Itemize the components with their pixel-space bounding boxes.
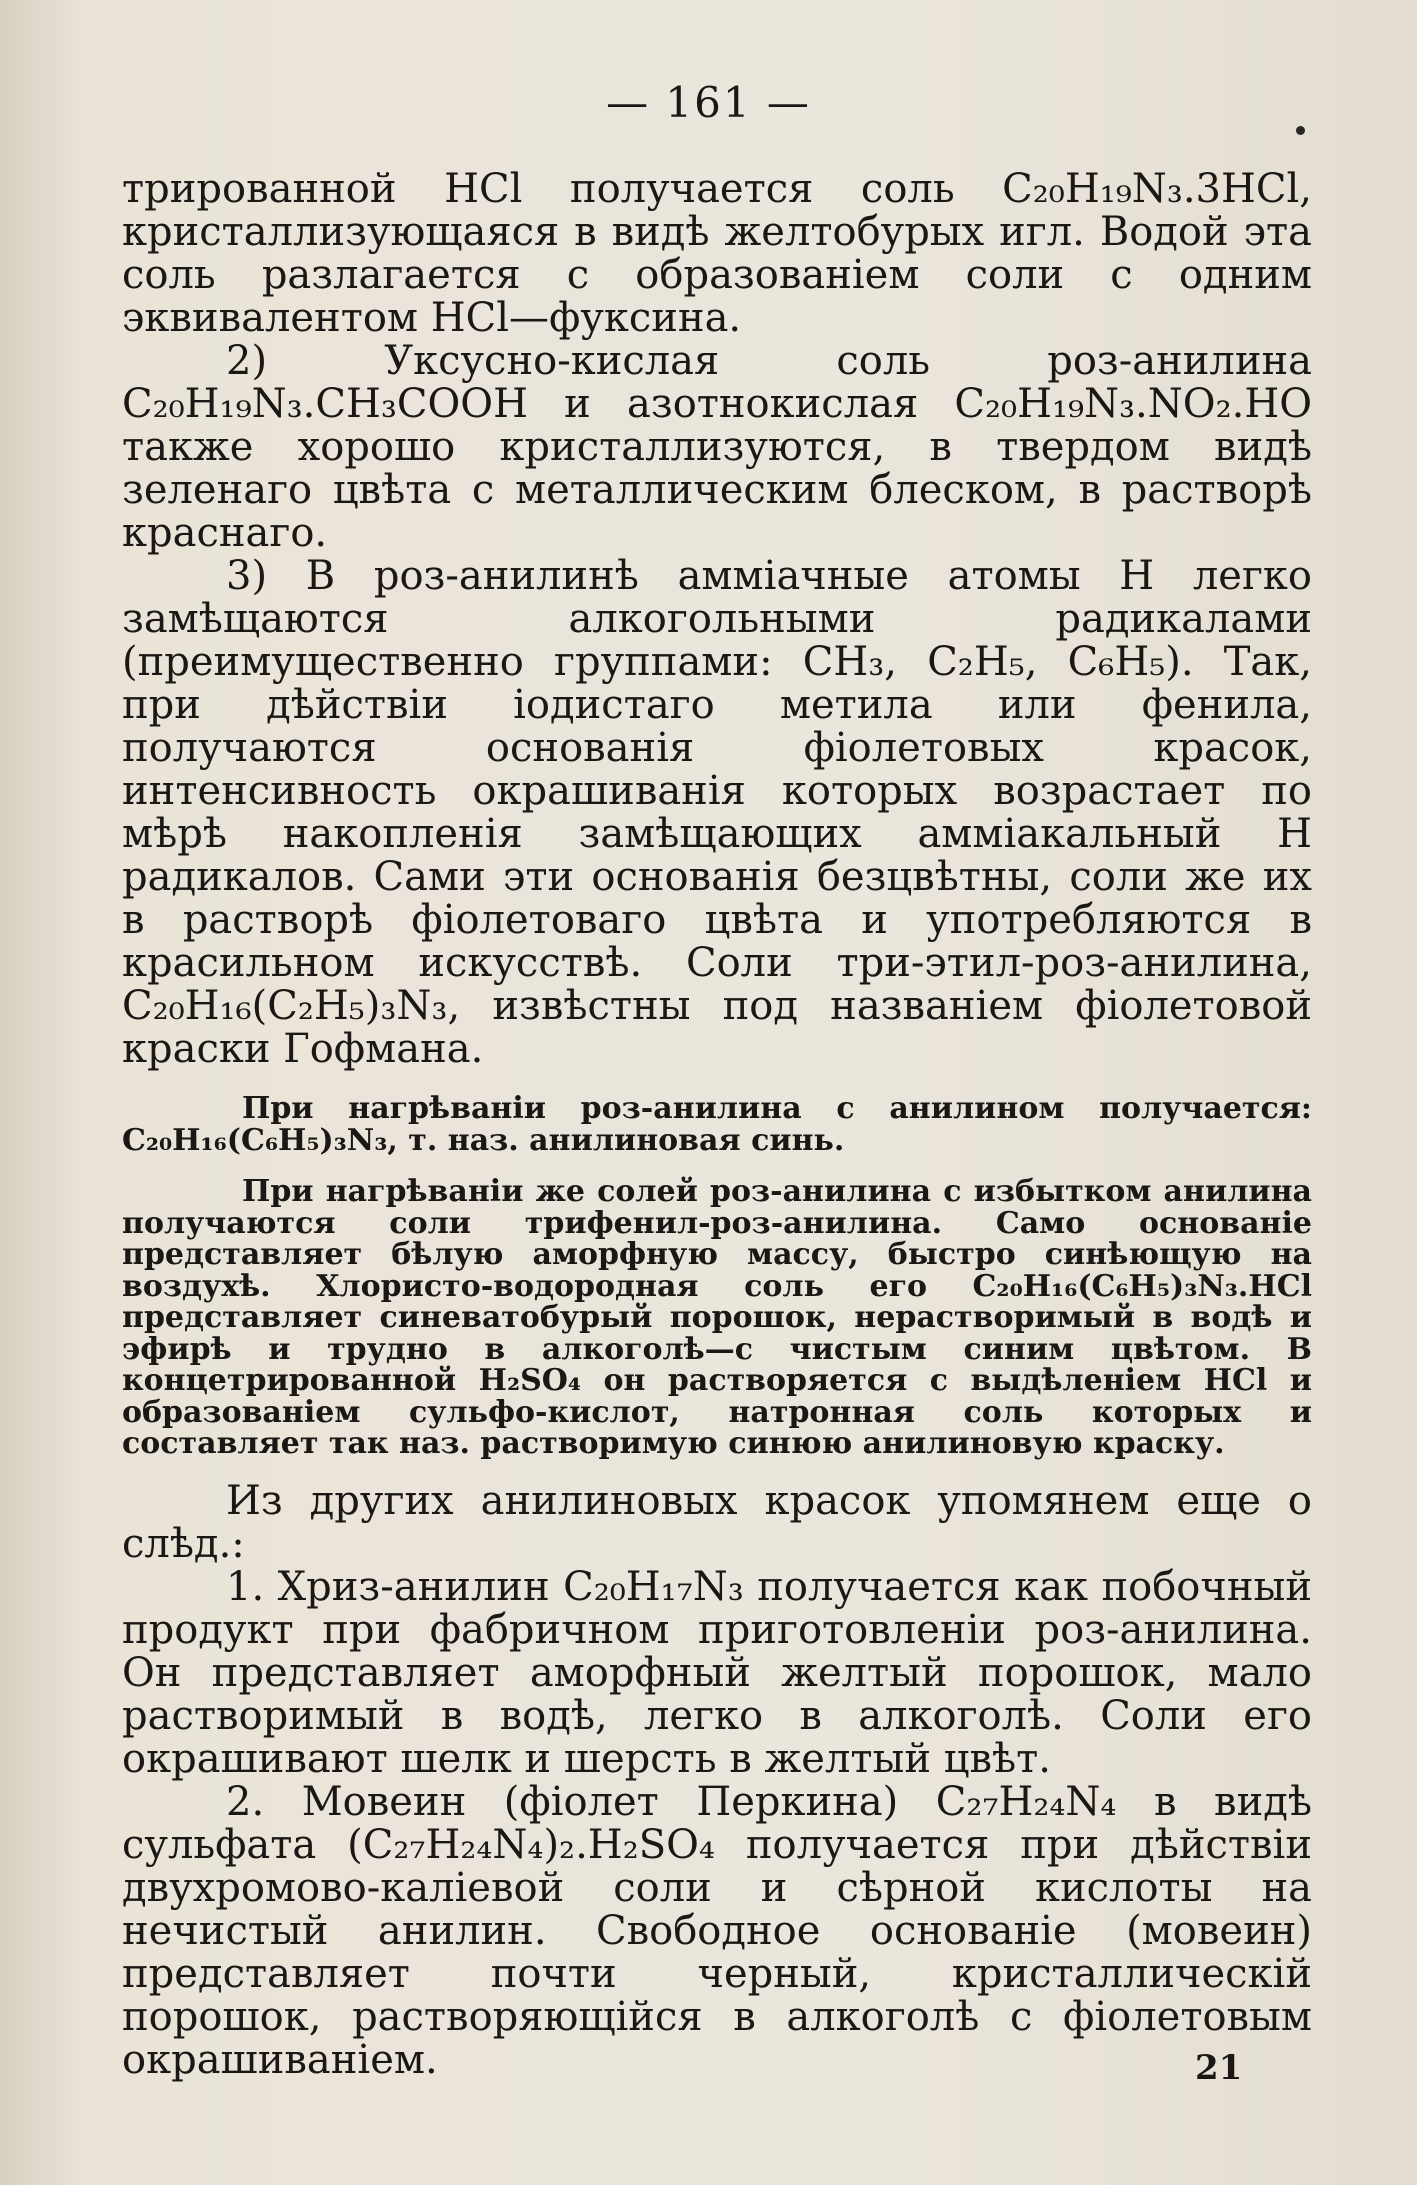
paragraph-acetate-nitrate: 2) Уксусно-кислая соль роз-анилина C₂₀H₁₉N₃.CH₃COOH и азотнокислая C₂₀H₁₉N₃.NO₂.HO также хорошо кристаллизуются, в твердом видѣ зеленаго цвѣта с металлическим блеском, в растворѣ краснаго.: [122, 338, 1312, 556]
note-triphenyl-rosaniline: При нагрѣванiи же солей роз-анилина с избытком анилина получаются соли трифенил-роз-анилина. Само основанiе представляет бѣлую аморфную массу, быстро синѣющую на воздухѣ. Хлористо-водородная соль его C₂₀H₁₆(C₆H₅)₃N₃.HCl представляет синеватобурый порошок, нерастворимый в водѣ и эфирѣ и трудно в алкоголѣ—с чистым синим цвѣтом. В концетрированной H₂SO₄ он растворяется с выдѣленiем HCl и образованiем сульфо-кислот, натронная соль которых и составляет так наз. растворимую синюю анилиновую краску.: [122, 1174, 1312, 1461]
paragraph-alkyl-substitution: 3) В роз-анилинѣ аммiачные атомы H легко замѣщаются алкогольными радикалами (преимущественно группами: CH₃, C₂H₅, C₆H₅). Так, при дѣйствiи iодистаго метила или фенила, получаются основанiя фiолетовых красок, интенсивность окрашиванiя которых возрастает по мѣрѣ накопленiя замѣщающих аммiакальный H радикалов. Сами эти основанiя безцвѣтны, соли же их в растворѣ фiолетоваго цвѣта и употребляются в красильном искусствѣ. Соли три-этил-роз-анилина, C₂₀H₁₆(C₂H₅)₃N₃, извѣстны под названiем фiолетовой краски Гофмана.: [122, 553, 1312, 1072]
signature-mark: 21: [1195, 2048, 1243, 2088]
page-header: — 161 —: [606, 78, 811, 127]
paragraph-continuation: трированной HCl получается соль C₂₀H₁₉N₃.3HCl, кристаллизующаяся в видѣ желтобурых игл. Водой эта соль разлагается с образованіем соли с одним эквивалентом HCl—фуксина.: [122, 166, 1312, 341]
note-aniline-blue: При нагрѣванiи роз-анилина с анилином получается: C₂₀H₁₆(C₆H₅)₃N₃, т. наз. анилиновая синь.: [122, 1091, 1312, 1158]
page-body: [122, 168, 1312, 2082]
paragraph-mauveine: 2. Мовеин (фiолет Перкина) C₂₇H₂₄N₄ в видѣ сульфата (C₂₇H₂₄N₄)₂.H₂SO₄ получается при дѣйствiи двухромово-калiевой соли и сѣрной кислоты на нечистый анилин. Свободное основанiе (мовеин) представляет почти черный, кристаллическiй порошок, растворяющiйся в алкоголѣ с фiолетовым окрашиванiем.: [122, 1778, 1312, 2083]
paragraph-other-dyes: Из других анилиновых красок упомянем еще о слѣд.:: [122, 1477, 1312, 1567]
ink-dot: [1296, 126, 1305, 135]
paragraph-chrysaniline: 1. Хриз-анилин C₂₀H₁₇N₃ получается как побочный продукт при фабричном приготовленiи роз-анилина. Он представляет аморфный желтый порошок, мало растворимый в водѣ, легко в алкоголѣ. Соли его окрашивают шелк и шерсть в желтый цвѣт.: [122, 1563, 1312, 1782]
